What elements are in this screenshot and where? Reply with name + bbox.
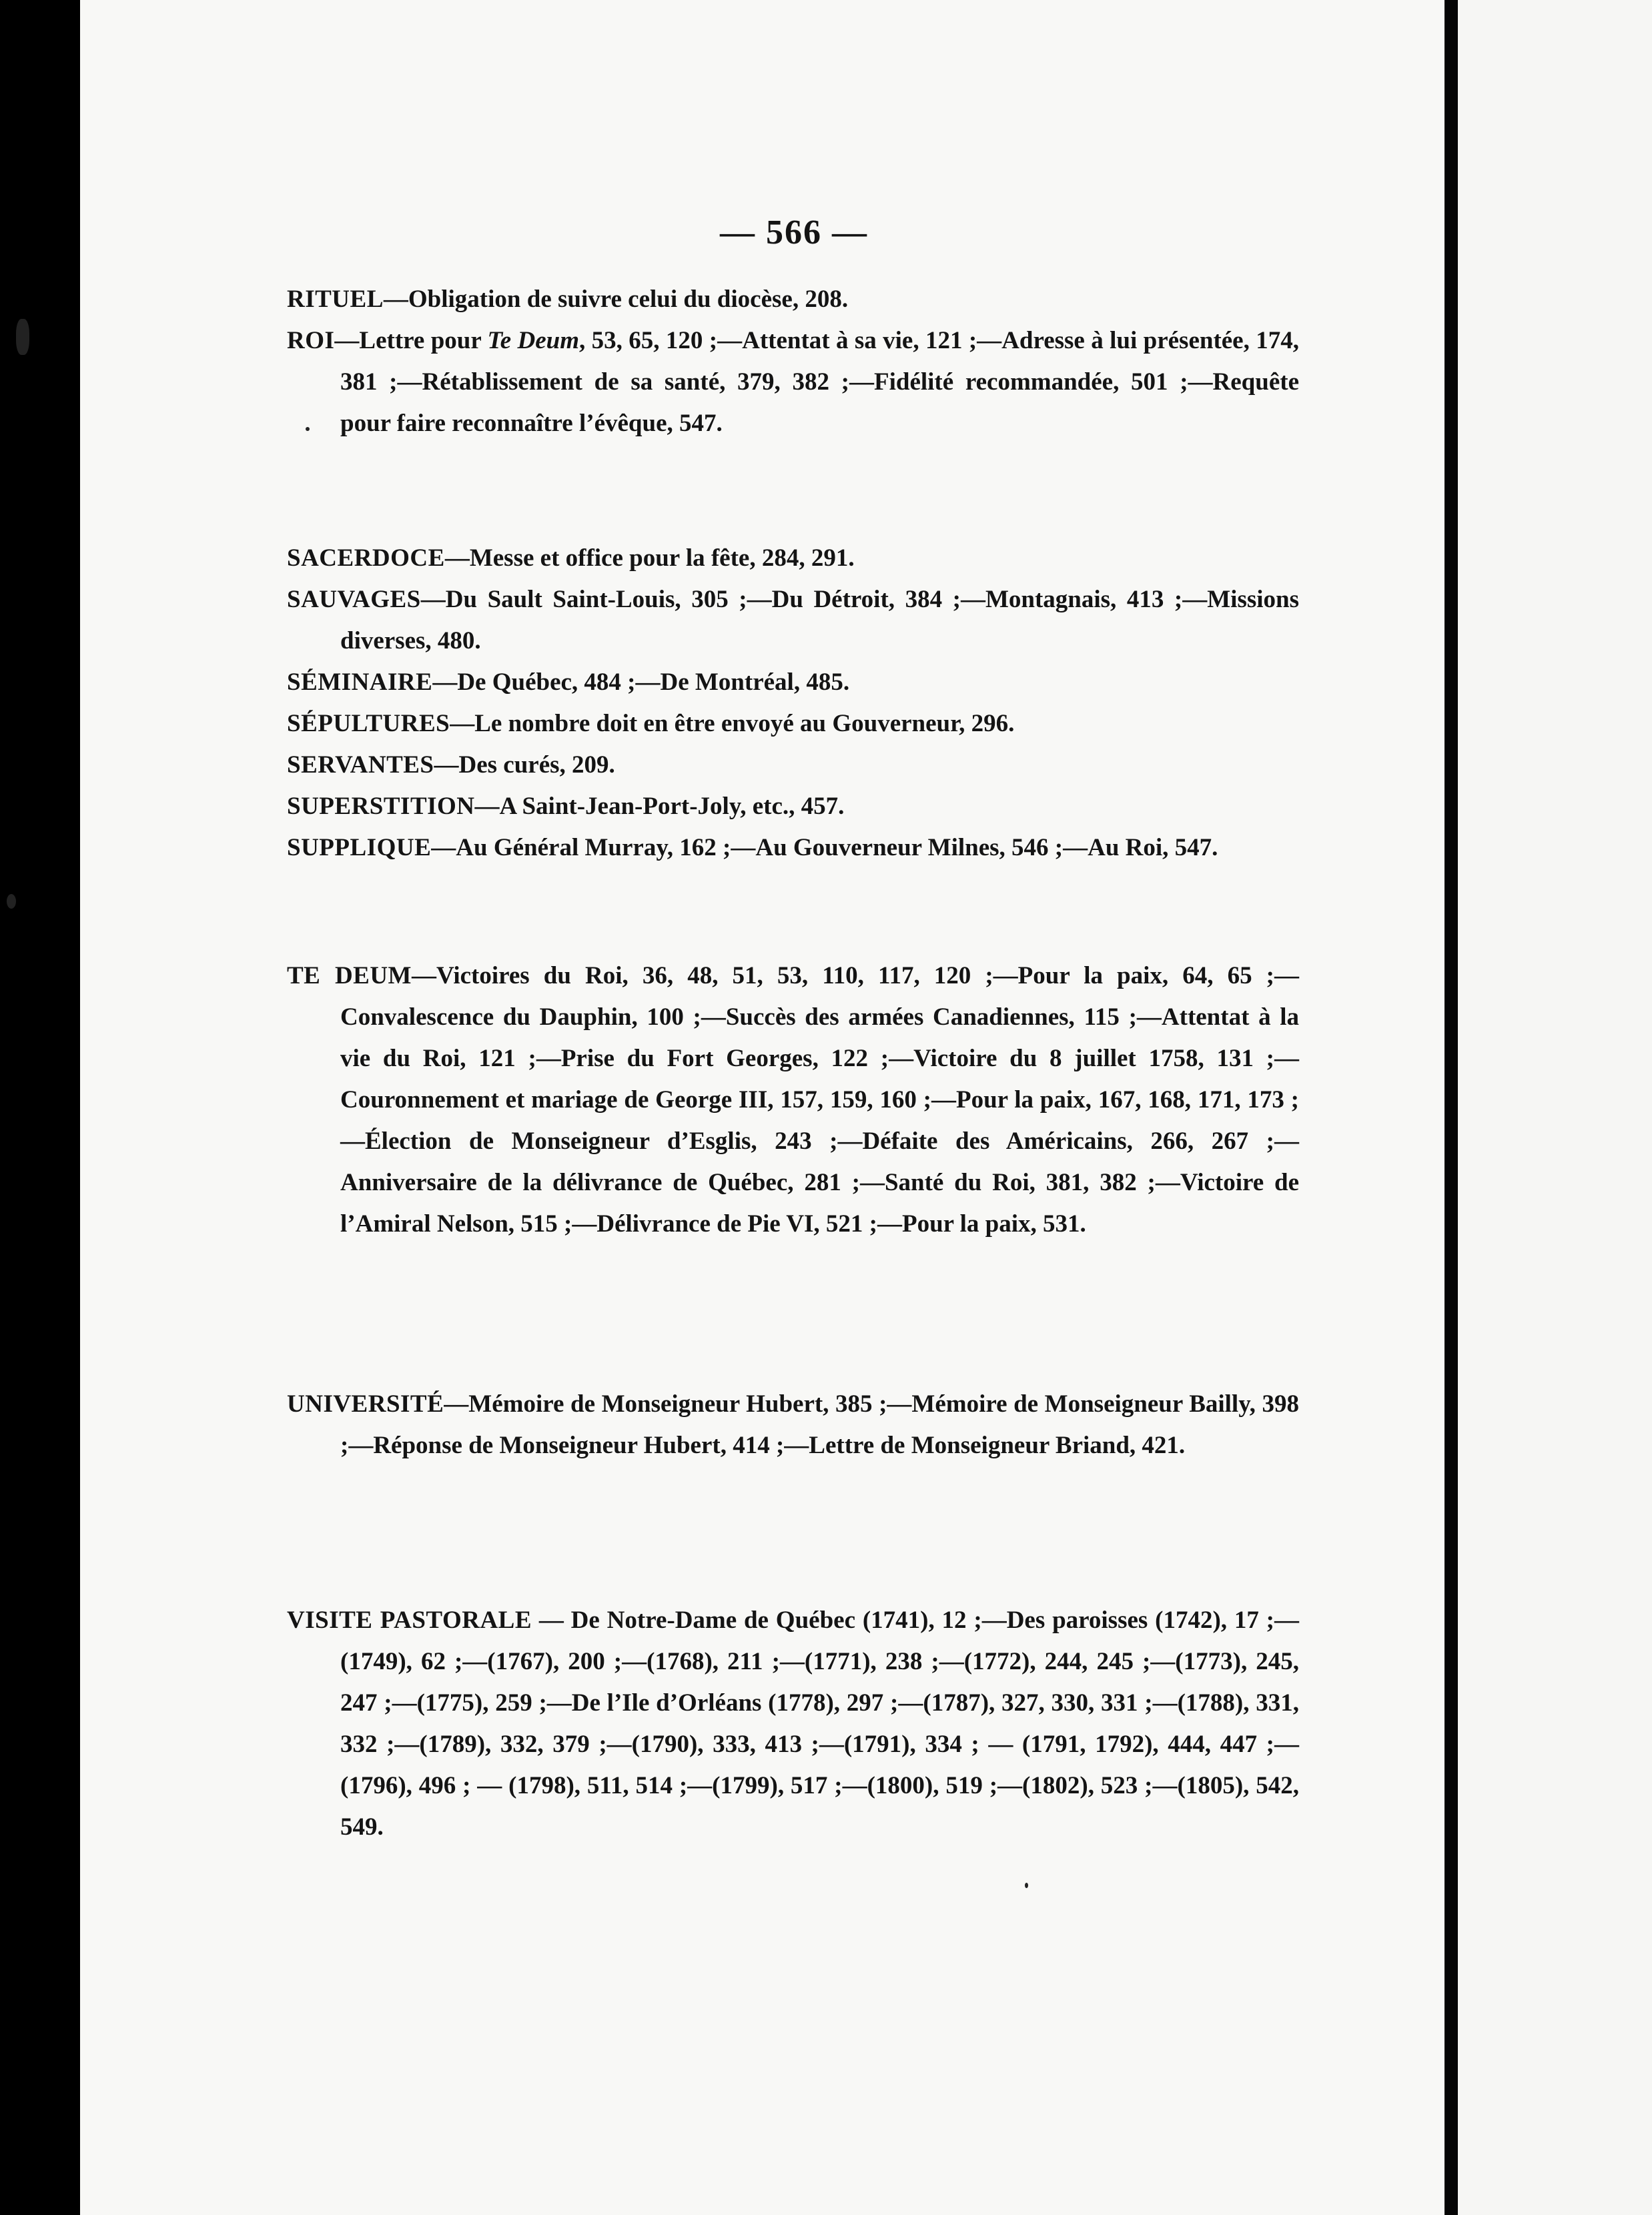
index-entry xyxy=(287,1600,1299,1848)
index-entry xyxy=(287,786,1299,827)
entry-text: —Lettre pour xyxy=(334,327,488,354)
index-entry xyxy=(287,279,1299,320)
entry-text: —A Saint-Jean-Port-Joly, etc., 457. xyxy=(474,793,845,820)
entry-text: —Des curés, 209. xyxy=(434,751,615,779)
entry-heading: SÉPULTURES xyxy=(287,710,450,737)
index-section-v xyxy=(287,1600,1299,1848)
ink-speck xyxy=(1025,1883,1028,1888)
entry-text: —Mémoire de Monseigneur Hubert, 385 ;—Mémoire de Monseigneur Bailly, 398 ;—Réponse de Monseigneur Hubert, 414 ;—Lettre de Monseigneur Briand, 421. xyxy=(340,1390,1299,1459)
entry-heading: RITUEL xyxy=(287,286,384,313)
entry-text: — De Notre-Dame de Québec (1741), 12 ;—Des paroisses (1742), 17 ;—(1749), 62 ;—(1767), 200 ;—(1768), 211 ;—(1771), 238 ;—(1772), 244, 245 ;—(1773), 245, 247 ;—(1775), 259 ;—De l’Ile d’Orléans (1778), 297 ;—(1787), 327, 330, 331 ;—(1788), 331, 332 ;—(1789), 332, 379 ;—(1790), 333, 413 ;—(1791), 334 ; — (1791, 1792), 444, 447 ;—(1796), 496 ; — (1798), 511, 514 ;—(1799), 517 ;—(1800), 519 ;—(1802), 523 ;—(1805), 542, 549. xyxy=(340,1607,1299,1841)
page-number: — 566 — xyxy=(720,213,868,252)
entry-heading: SACERDOCE xyxy=(287,544,445,572)
entry-text: —Messe et office pour la fête, 284, 291. xyxy=(444,544,855,572)
entry-heading: TE DEUM xyxy=(287,962,412,989)
index-entry xyxy=(287,1384,1299,1466)
entry-text: —Du Sault Saint-Louis, 305 ;—Du Détroit, 384 ;—Montagnais, 413 ;—Missions diverses, 480. xyxy=(340,586,1299,654)
index-entry xyxy=(287,579,1299,662)
entry-heading: SUPERSTITION xyxy=(287,793,475,820)
entry-heading: SAUVAGES xyxy=(287,586,421,613)
right-page-edge xyxy=(1458,0,1652,2215)
index-entry xyxy=(287,320,1299,444)
ink-speck xyxy=(16,319,29,355)
index-section-r xyxy=(287,279,1299,444)
index-entry xyxy=(287,955,1299,1245)
entry-text: —De Québec, 484 ;—De Montréal, 485. xyxy=(432,669,850,696)
index-entry xyxy=(287,745,1299,786)
entry-text: , 53, 65, 120 ;—Attentat à sa vie, 121 ;—Adresse à lui présentée, 174, 381 ;—Rétablissement de sa santé, 379, 382 ;—Fidélité recommandée, 501 ;—Requête pour faire reconnaître l’évêque, 547. xyxy=(340,327,1299,437)
entry-heading: VISITE PASTORALE xyxy=(287,1607,532,1634)
entry-text: —Victoires du Roi, 36, 48, 51, 53, 110, 117, 120 ;—Pour la paix, 64, 65 ;—Convalescence du Dauphin, 100 ;—Succès des armées Canadiennes, 115 ;—Attentat à la vie du Roi, 121 ;—Prise du Fort Georges, 122 ;—Victoire du 8 juillet 1758, 131 ;—Couronnement et mariage de George III, 157, 159, 160 ;—Pour la paix, 167, 168, 171, 173 ;—Élection de Monseigneur d’Esglis, 243 ;—Défaite des Américains, 266, 267 ;—Anniversaire de la délivrance de Québec, 281 ;—Santé du Roi, 381, 382 ;—Victoire de l’Amiral Nelson, 515 ;—Délivrance de Pie VI, 521 ;—Pour la paix, 531. xyxy=(340,962,1299,1238)
entry-text-italic: Te Deum xyxy=(487,327,580,354)
page-gutter xyxy=(1444,0,1458,2215)
index-entry xyxy=(287,662,1299,703)
entry-heading: UNIVERSITÉ xyxy=(287,1390,444,1418)
entry-text: —Obligation de suivre celui du diocèse, 208. xyxy=(383,286,849,313)
index-section-s xyxy=(287,538,1299,869)
entry-heading: ROI xyxy=(287,327,335,354)
entry-text: —Au Général Murray, 162 ;—Au Gouverneur Milnes, 546 ;—Au Roi, 547. xyxy=(431,834,1218,861)
entry-heading: SUPPLIQUE xyxy=(287,834,432,861)
index-entry xyxy=(287,703,1299,745)
index-section-t xyxy=(287,955,1299,1245)
entry-heading: SÉMINAIRE xyxy=(287,669,433,696)
index-entry xyxy=(287,538,1299,579)
index-entry xyxy=(287,827,1299,869)
index-section-u xyxy=(287,1384,1299,1466)
ink-speck xyxy=(7,894,16,909)
entry-text: —Le nombre doit en être envoyé au Gouverneur, 296. xyxy=(450,710,1015,737)
entry-heading: SERVANTES xyxy=(287,751,434,779)
